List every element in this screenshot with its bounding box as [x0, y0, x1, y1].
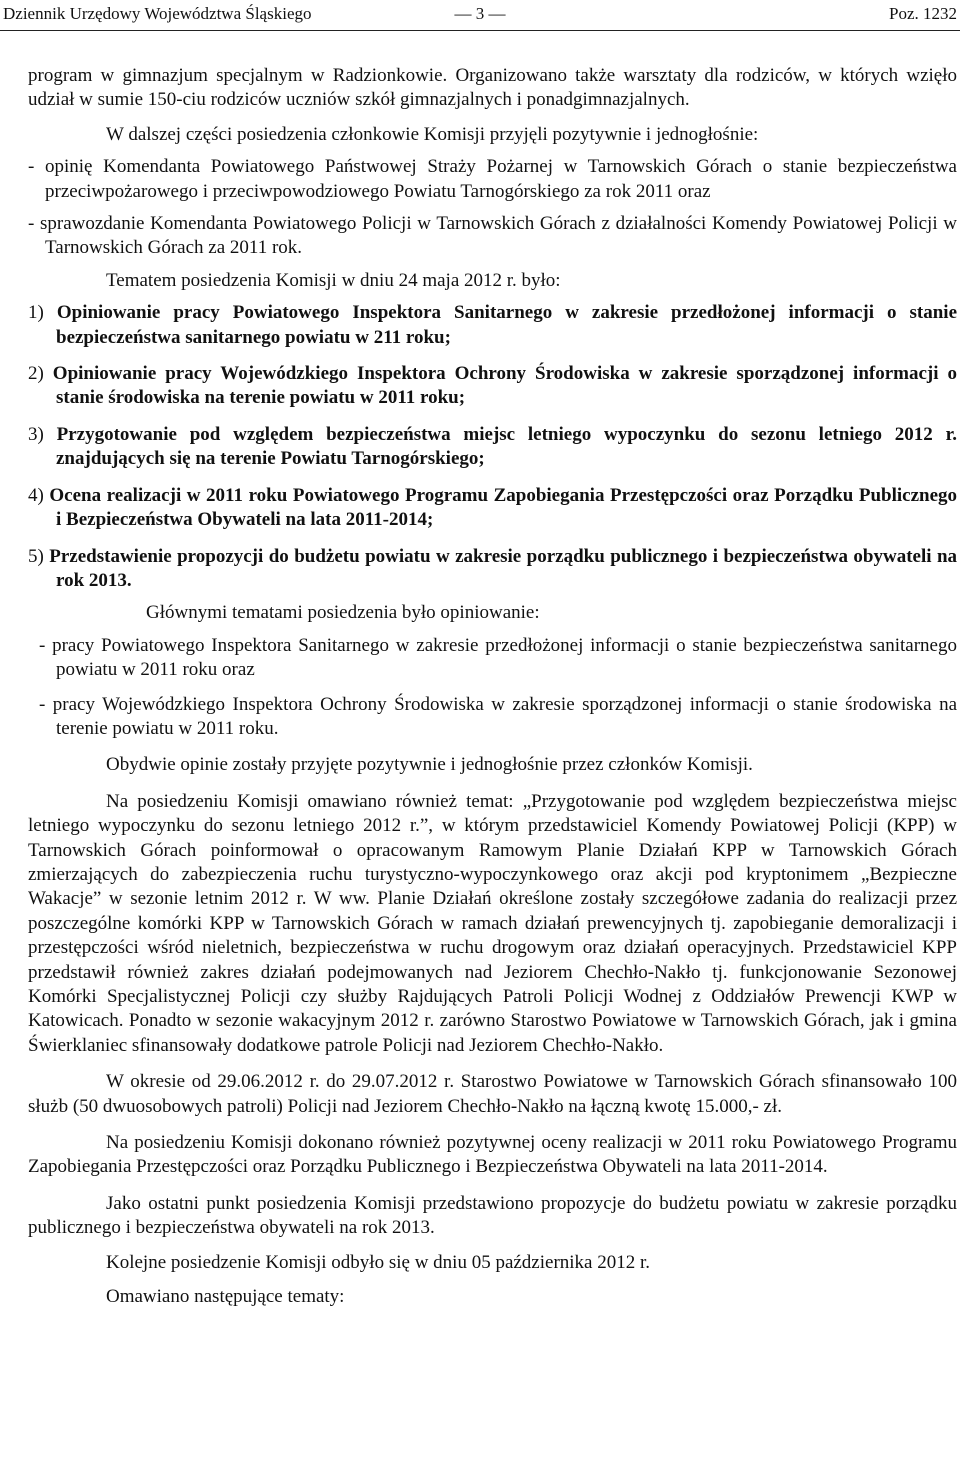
paragraph-meeting-topic: Tematem posiedzenia Komisji w dniu 24 maja 2012 r. było: — [106, 269, 561, 291]
paragraph-commission-accepted: W dalszej części posiedzenia członkowie Komisji przyjęli pozytywnie i jednogłośnie: — [106, 123, 759, 145]
paragraph-program-evaluation: Na posiedzeniu Komisji dokonano również pozytywnej oceny realizacji w 2011 roku Powiatowego Programu Zapobiegania Przestępczości oraz Porządku Publicznego i Bezpieczeństwa Obywateli na lata 2011-2014. — [28, 1132, 957, 1178]
agenda-item-1 — [28, 301, 957, 350]
agenda-text: Przygotowanie pod względem bezpieczeństwa miejsc letniego wypoczynku do sezonu letniego 2012 r. znajdujących się na terenie Powiatu Tarnogórskiego; — [56, 423, 958, 470]
page-header — [0, 0, 960, 31]
paragraph-opinions-accepted: Obydwie opinie zostały przyjęte pozytywnie i jednogłośnie przez członków Komisji. — [106, 754, 753, 776]
agenda-number: 4) — [28, 484, 44, 506]
agenda-text: Opiniowanie pracy Wojewódzkiego Inspektora Ochrony Środowiska w zakresie sporządzonej informacji o stanie środowiska na terenie powiatu w 2011 roku; — [52, 363, 957, 409]
paragraph-budget-proposals: Jako ostatni punkt posiedzenia Komisji przedstawiono propozycje do budżetu powiatu w zakresie porządku publicznego i bezpieczeństwa obywateli na rok 2013. — [28, 1192, 957, 1239]
agenda-item-5 — [28, 545, 957, 594]
agenda-number: 2) — [28, 363, 44, 385]
paragraph-main-topics: Głównymi tematami posiedzenia było opiniowanie: — [146, 602, 540, 624]
list-item-sanitary-opinion: - pracy Powiatowego Inspektora Sanitarnego w zakresie przedłożonej informacji o stanie bezpieczeństwa sanitarnego powiatu w 2011 roku oraz — [39, 634, 957, 681]
paragraph-summer-safety: Na posiedzeniu Komisji omawiano również temat: „Przygotowanie pod względem bezpieczeństwa miejsc letniego wypoczynku do sezonu letniego 2012 r.”, w którym przedstawiciel Komendy Powiatowej Policji (KPP) w Tarnowskich Górach poinformował o opracowanym Ramowym Planie Działań KPP w Tarnowskich Górach zmierzających do zabezpieczenia ruchu turystyczno-wypoczynkowego oraz akcji pod kryptonimem „Bezpieczne Wakacje” w sezonie letnim 2012 r. W ww. Planie Działań określone zostały szczegółowe zadania do realizacji przez poszczególne komórki KPP w Tarnowskich Górach w ramach działań prewencyjnych tj. zapobieganie demoralizacji i przestępczości wśród nieletnich, bezpieczeństwa w ruchu drogowym oraz działań operacyjnych. Przedstawiciel KPP przedstawił również zakres działań podejmowanych nad Jeziorem Chechło-Nakło tj. funkcjonowanie Sezonowej Komórki Specjalistycznej Policji czy służby Rajdujących Patroli Policji Wodnej z Oddziałów Prewencji KWP w Katowicach. Ponadto w sezonie wakacyjnym 2012 r. zarówno Starostwo Powiatowe w Tarnowskich Górach, jak i gmina Świerklaniec sfinansowały dodatkowe patrole Policji nad Jeziorem Chechło-Nakło. — [28, 790, 957, 1056]
agenda-text: Opiniowanie pracy Powiatowego Inspektora Sanitarnego w zakresie przedłożonej informacji o stanie bezpieczeństwa sanitarnego powiatu w 211 roku; — [56, 302, 958, 348]
agenda-text: Przedstawienie propozycji do budżetu powiatu w zakresie porządku publicznego i bezpieczeństwa obywateli na rok 2013. — [49, 545, 958, 591]
list-item-environment-opinion: - pracy Wojewódzkiego Inspektora Ochrony Środowiska w zakresie sporządzonej informacji o stanie środowiska na terenie powiatu w 2011 roku. — [39, 693, 957, 739]
agenda-item-4 — [28, 484, 957, 533]
paragraph-topics-intro: Omawiano następujące tematy: — [106, 1286, 345, 1308]
page-number: — 3 — — [454, 4, 506, 23]
agenda-number: 5) — [28, 545, 44, 567]
paragraph-intro-continuation: program w gimnazjum specjalnym w Radzionkowie. Organizowano także warsztaty dla rodziców, w których wzięło udział w sumie 150-ciu rodziców uczniów szkół gimnazjalnych i ponadgimnazjalnych. — [28, 65, 957, 111]
agenda-number: 1) — [28, 302, 44, 324]
agenda-text: Ocena realizacji w 2011 roku Powiatowego Programu Zapobiegania Przestępczości oraz Porządku Publicznego i Bezpieczeństwa Obywateli na lata 2011-2014; — [49, 484, 958, 531]
position-number: Poz. 1232 — [889, 4, 957, 23]
paragraph-financing: W okresie od 29.06.2012 r. do 29.07.2012 r. Starostwo Powiatowe w Tarnowskich Górach sfinansowało 100 służb (50 dwuosobowych patroli) Policji nad Jeziorem Chechło-Nakło na łączną kwotę 15.000,- zł. — [28, 1071, 957, 1117]
paragraph-next-meeting: Kolejne posiedzenie Komisji odbyło się w dniu 05 października 2012 r. — [106, 1251, 651, 1273]
agenda-number: 3) — [28, 423, 44, 445]
agenda-item-3 — [28, 423, 957, 472]
list-item-fire-opinion: - opinię Komendanta Powiatowego Państwowej Straży Pożarnej w Tarnowskich Górach o stanie bezpieczeństwa przeciwpożarowego i przeciwpowodziowego Powiatu Tarnogórskiego za rok 2011 oraz — [28, 156, 957, 202]
agenda-item-2 — [28, 362, 957, 411]
list-item-police-report: - sprawozdanie Komendanta Powiatowego Policji w Tarnowskich Górach z działalności Komendy Powiatowej Policji w Tarnowskich Górach za 2011 rok. — [28, 213, 957, 259]
document-body — [28, 64, 957, 1309]
journal-title: Dziennik Urzędowy Województwa Śląskiego — [3, 4, 312, 23]
